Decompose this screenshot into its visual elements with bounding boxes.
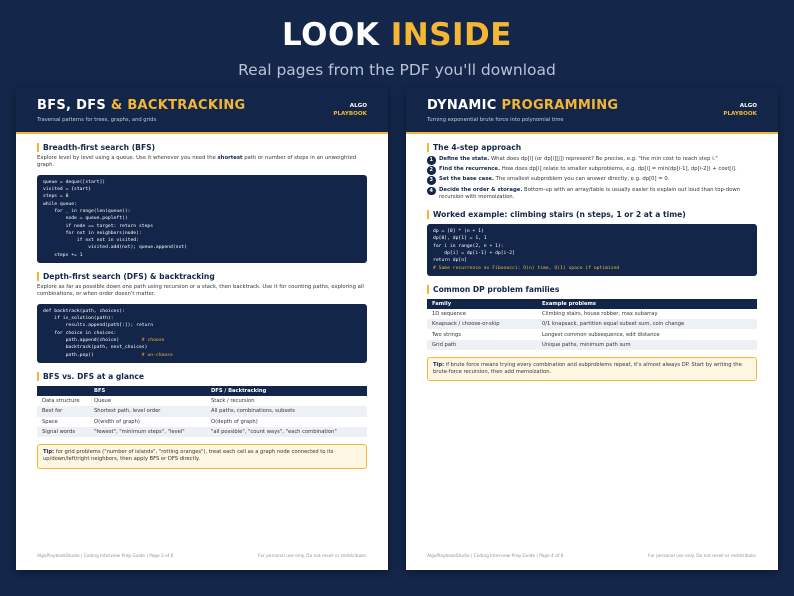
footer-right: For personal use only. Do not resell or redistribute. <box>648 554 757 559</box>
footer-right: For personal use only. Do not resell or redistribute. <box>258 554 367 559</box>
code-line <box>43 322 361 329</box>
code-text: for choice in choices: <box>43 330 117 336</box>
page-header <box>406 88 778 132</box>
code-line: if node == target: return steps <box>43 223 154 229</box>
code-line: if nxt not in visited: <box>43 238 139 244</box>
code-line: visited = {start} <box>43 187 91 193</box>
table-cell: Unique paths, minimum path sum <box>537 340 757 350</box>
table-cell: Queue <box>94 398 112 405</box>
step-text: The smallest subproblem you can answer directly, e.g. dp[0] = 0. <box>493 176 670 183</box>
brand-line-1: ALGO <box>349 103 367 109</box>
code-line: while queue: <box>43 201 77 207</box>
brand-line-2: PLAYBOOK <box>333 111 367 117</box>
tip-label: Tip: <box>43 449 55 456</box>
code-line: steps += 1 <box>43 252 83 258</box>
step-text: What does dp[i] (or dp[i][j]) represent? Be precise, e.g. "the min cost to reach step i." <box>489 156 718 162</box>
table-cell: "all possible", "count ways", "each combination" <box>206 427 367 437</box>
table-cell: O(depth of graph) <box>211 418 258 425</box>
list-item <box>427 176 757 183</box>
code-block-climbing-stairs <box>427 224 757 276</box>
code-line: for i in range(2, n + 1): <box>433 243 504 249</box>
header-rule <box>406 132 778 134</box>
page-subtitle: Turning exponential brute force into polynomial time <box>427 117 564 123</box>
section-heading-example: Worked example: climbing stairs (n steps, 1 or 2 at a time) <box>427 210 757 219</box>
code-line: return dp[n] <box>433 258 467 264</box>
table-cell: Data structure <box>42 398 80 405</box>
table-row <box>37 417 367 427</box>
brand-logo <box>723 102 757 118</box>
page-title-main: DYNAMIC <box>427 98 497 113</box>
code-block-dfs <box>37 304 367 363</box>
footer-left: AlgoPlaybookStudio | Coding Interview Prep Guide | Page 4 of 6 <box>427 554 564 559</box>
dfs-description: Explore as far as possible down one path using recursion or a stack, then backtrack. Use it for counting paths, exploring all combinations, or when order doesn't matter. <box>37 284 364 298</box>
table-cell: 0/1 knapsack, partition equal subset sum, coin change <box>537 319 757 329</box>
table-row <box>37 396 367 406</box>
code-line <box>43 308 361 315</box>
header-rule <box>16 132 388 134</box>
table-cell: Signal words <box>37 427 89 437</box>
bfs-desc-pre: Explore level by level using a queue. Use it whenever you need the <box>37 155 218 161</box>
list-item <box>427 156 757 163</box>
table-cell: Longest common subsequence, edit distance <box>542 331 660 338</box>
tip-label: Tip: <box>433 361 445 368</box>
code-line: dp[i] = dp[i-1] + dp[i-2] <box>433 250 515 256</box>
tip-text: for grid problems ("number of islands", "rotting oranges"), treat each cell as a graph node connected to its up/down/left/right neighbors, then apply BFS or DFS directly. <box>43 449 334 463</box>
hero-title-main: LOOK <box>282 17 380 53</box>
table-cell: 1D sequence <box>432 310 466 317</box>
page-footer <box>427 554 757 559</box>
section-heading-dfs: Depth-first search (DFS) & backtracking <box>37 272 367 281</box>
code-comment: # choose <box>141 338 165 344</box>
page-footer <box>37 554 367 559</box>
step-number-badge: 4 <box>427 187 436 196</box>
step-number-badge: 3 <box>427 176 436 185</box>
dp-families-table <box>427 299 757 350</box>
table-cell: Climbing stairs, house robber, max subarray <box>542 310 658 317</box>
table-header-row <box>37 386 367 396</box>
code-line: visited.add(nxt); queue.append(nxt) <box>43 245 187 251</box>
page-subtitle: Traversal patterns for trees, graphs, and grids <box>37 117 157 123</box>
code-text: if is_solution(path): <box>43 316 114 322</box>
comparison-table <box>37 386 367 437</box>
table-cell: All paths, combinations, subsets <box>206 406 367 416</box>
code-line: for _ in range(len(queue)): <box>43 209 131 214</box>
code-line: queue = deque([start]) <box>43 179 106 185</box>
table-row <box>427 319 757 329</box>
step-bold: Define the state. <box>439 156 490 162</box>
table-header: BFS <box>89 386 206 396</box>
table-row <box>427 329 757 339</box>
step-bold: Decide the order & storage. <box>439 186 523 193</box>
table-cell: Stack / recursion <box>211 398 255 405</box>
step-text: Bottom-up with an array/table is usually easier to explain out loud than top-down recursion with memoization. <box>439 186 741 200</box>
code-line <box>43 315 361 322</box>
step-bold: Set the base case. <box>439 176 494 183</box>
page-header <box>16 88 388 132</box>
page-title-main: BFS, DFS <box>37 98 107 113</box>
table-cell: O(width of graph) <box>94 418 140 425</box>
section-heading-approach: The 4-step approach <box>427 143 757 152</box>
table-row <box>427 340 757 350</box>
code-text: path.pop() <box>43 352 142 358</box>
code-line: node = queue.popleft() <box>43 216 128 222</box>
hero-title <box>0 17 794 53</box>
tip-box <box>37 444 367 468</box>
tip-text: if brute force means trying every combination and subproblems repeat, it's almost always DP. Start by writing the brute-force recursion, then add memoization. <box>433 361 742 376</box>
page-preview-dynamic-programming <box>406 88 778 570</box>
hero-subtitle: Real pages from the PDF you'll download <box>238 61 556 79</box>
step-text: How does dp[i] relate to smaller subproblems, e.g. dp[i] = min(dp[i-1], dp[i-2]) + cost[i]. <box>500 166 737 173</box>
step-number-badge: 2 <box>427 166 436 175</box>
code-line <box>43 344 361 351</box>
steps-list <box>427 156 757 201</box>
code-text: def backtrack(path, choices): <box>43 308 125 314</box>
code-line: dp = [0] * (n + 1) <box>433 229 484 235</box>
code-line <box>43 337 361 344</box>
table-cell: Two strings <box>432 331 461 338</box>
brand-line-1: ALGO <box>739 103 757 109</box>
code-comment: # un-choose <box>141 352 173 358</box>
table-header-row <box>427 299 757 309</box>
step-number-badge: 1 <box>427 156 436 165</box>
brand-logo <box>333 102 367 118</box>
code-line: steps = 0 <box>43 194 69 200</box>
table-header <box>37 386 89 396</box>
code-line <box>43 352 361 359</box>
bfs-desc-bold: shortest <box>217 155 243 161</box>
table-cell: Shortest path, level order <box>89 406 206 416</box>
footer-left: AlgoPlaybookStudio | Coding Interview Prep Guide | Page 3 of 6 <box>37 554 174 559</box>
table-cell: Best for <box>37 406 89 416</box>
table-row <box>37 406 367 416</box>
code-comment-line: # Same recurrence as Fibonacci: O(n) time, O(1) space if optimized <box>433 265 620 271</box>
table-cell: Knapsack / choose-or-skip <box>427 319 537 329</box>
hero-banner <box>0 0 794 79</box>
page-title-accent: PROGRAMMING <box>501 98 619 113</box>
step-bold: Find the recurrence. <box>439 166 501 173</box>
list-item <box>427 166 757 173</box>
section-heading-families: Common DP problem families <box>427 285 757 294</box>
page-title-accent: & BACKTRACKING <box>110 98 246 113</box>
bfs-desc-post: path or number of steps in an unweighted graph. <box>37 155 357 169</box>
hero-title-accent: INSIDE <box>390 17 512 53</box>
table-header: Family <box>427 299 537 309</box>
code-text: results.append(path[:]); return <box>43 323 154 329</box>
list-item <box>427 187 757 201</box>
table-cell: "fewest", "minimum steps", "level" <box>89 427 206 437</box>
page-preview-bfs-dfs <box>16 88 388 570</box>
code-line <box>43 330 361 337</box>
table-row <box>427 309 757 319</box>
table-header: DFS / Backtracking <box>206 386 367 396</box>
table-cell: Grid path <box>427 340 537 350</box>
table-cell: Space <box>42 418 58 425</box>
section-heading-bfs: Breadth-first search (BFS) <box>37 143 367 152</box>
table-row <box>37 427 367 437</box>
section-heading-glance: BFS vs. DFS at a glance <box>37 372 367 381</box>
table-header: Example problems <box>537 299 757 309</box>
brand-line-2: PLAYBOOK <box>723 111 757 117</box>
code-text: path.append(choice) <box>43 338 142 344</box>
code-text: backtrack(path, next_choices) <box>43 345 148 351</box>
code-block-bfs <box>37 175 367 263</box>
tip-box <box>427 357 757 381</box>
bfs-description <box>37 155 367 170</box>
code-line: dp[0], dp[1] = 1, 1 <box>433 236 487 242</box>
code-line: for nxt in neighbors(node): <box>43 230 142 236</box>
